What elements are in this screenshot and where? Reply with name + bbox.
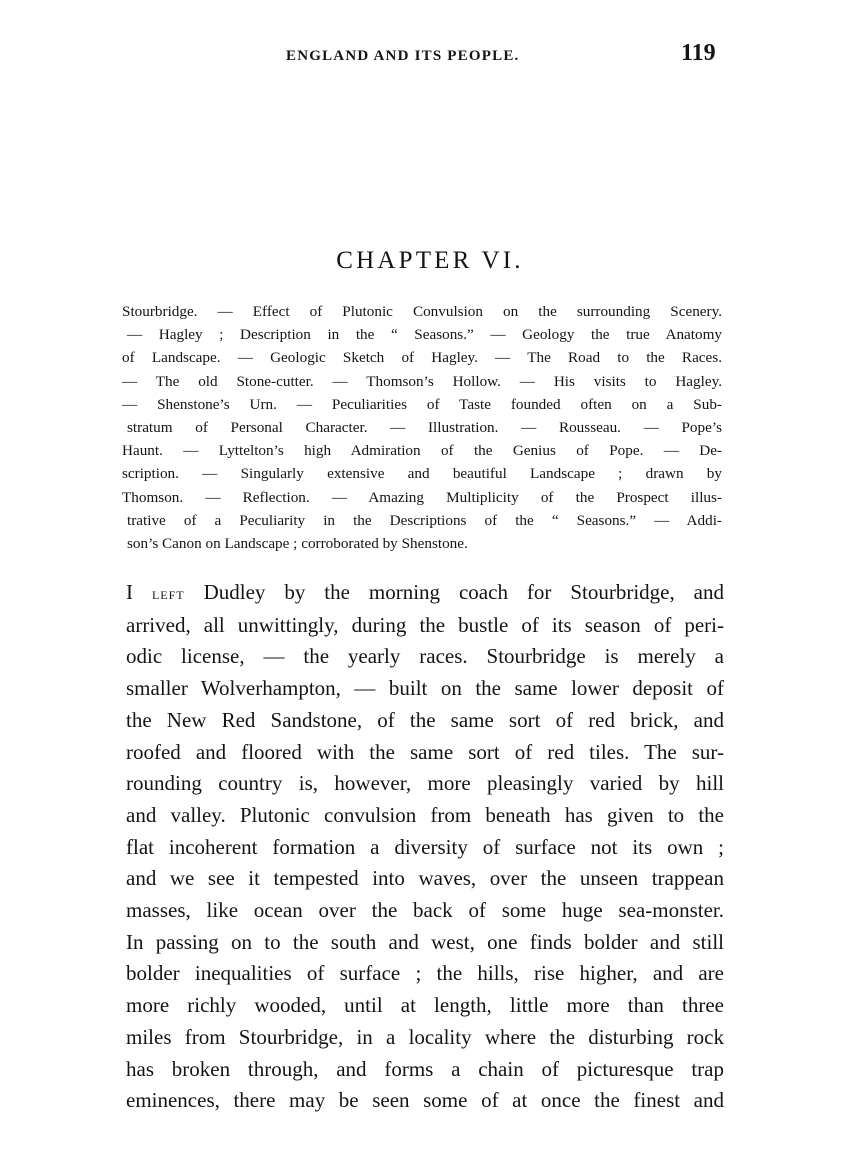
opening-letter: I bbox=[126, 580, 152, 604]
synopsis-line: stratum of Personal Character. — Illustration. — Rousseau. — Pope’s bbox=[127, 419, 722, 437]
paragraph-line: and we see it tempested into waves, over the unseen trappean bbox=[126, 866, 724, 891]
paragraph-line: eminences, there may be seen some of at once the finest and bbox=[126, 1088, 724, 1113]
synopsis-line: — The old Stone-cutter. — Thomson’s Hollow. — His visits to Hagley. bbox=[122, 372, 722, 390]
paragraph-line: rounding country is, however, more pleasingly varied by hill bbox=[126, 771, 724, 796]
running-head: ENGLAND AND ITS PEOPLE. bbox=[286, 48, 520, 64]
paragraph-line: bolder inequalities of surface ; the hills, rise higher, and are bbox=[126, 961, 724, 986]
first-line-rest: Dudley by the morning coach for Stourbridge, and bbox=[184, 580, 724, 604]
paragraph-line: roofed and floored with the same sort of red tiles. The sur- bbox=[126, 739, 724, 764]
paragraph-line: masses, like ocean over the back of some huge sea-monster. bbox=[126, 898, 724, 923]
chapter-synopsis bbox=[122, 300, 722, 555]
paragraph-line: and valley. Plutonic convulsion from beneath has given to the bbox=[126, 802, 724, 827]
synopsis-line: Haunt. — Lyttelton’s high Admiration of the Genius of Pope. — De- bbox=[122, 442, 722, 460]
synopsis-line: of Landscape. — Geologic Sketch of Hagley. — The Road to the Races. bbox=[122, 349, 722, 367]
synopsis-line: son’s Canon on Landscape ; corroborated by Shenstone. bbox=[127, 535, 468, 553]
synopsis-line: — Shenstone’s Urn. — Peculiarities of Taste founded often on a Sub- bbox=[122, 395, 722, 413]
synopsis-line: scription. — Singularly extensive and beautiful Landscape ; drawn by bbox=[122, 465, 722, 483]
paragraph-line bbox=[126, 577, 724, 610]
body-paragraph bbox=[126, 577, 724, 1117]
synopsis-line: Thomson. — Reflection. — Amazing Multiplicity of the Prospect illus- bbox=[122, 488, 722, 506]
paragraph-line: has broken through, and forms a chain of picturesque trap bbox=[126, 1056, 724, 1081]
paragraph-line: the New Red Sandstone, of the same sort of red brick, and bbox=[126, 707, 724, 732]
paragraph-line: In passing on to the south and west, one finds bolder and still bbox=[126, 929, 724, 954]
synopsis-line: Stourbridge. — Effect of Plutonic Convulsion on the surrounding Scenery. bbox=[122, 303, 722, 320]
paragraph-line: flat incoherent formation a diversity of surface not its own ; bbox=[126, 834, 724, 859]
paragraph-line: miles from Stourbridge, in a locality where the disturbing rock bbox=[126, 1024, 724, 1049]
paragraph-line: odic license, — the yearly races. Stourbridge is merely a bbox=[126, 644, 724, 669]
synopsis-line: — Hagley ; Description in the “ Seasons.” — Geology the true Anatomy bbox=[127, 326, 722, 344]
paragraph-line: smaller Wolverhampton, — built on the same lower deposit of bbox=[126, 676, 724, 701]
chapter-title: CHAPTER VI. bbox=[336, 247, 524, 274]
page-number: 119 bbox=[681, 40, 716, 66]
paragraph-line: more richly wooded, until at length, little more than three bbox=[126, 993, 724, 1018]
opening-smallcaps: left bbox=[151, 584, 185, 603]
synopsis-line: trative of a Peculiarity in the Descriptions of the “ Seasons.” — Addi- bbox=[127, 511, 722, 529]
paragraph-line: arrived, all unwittingly, during the bustle of its season of peri- bbox=[126, 612, 724, 637]
